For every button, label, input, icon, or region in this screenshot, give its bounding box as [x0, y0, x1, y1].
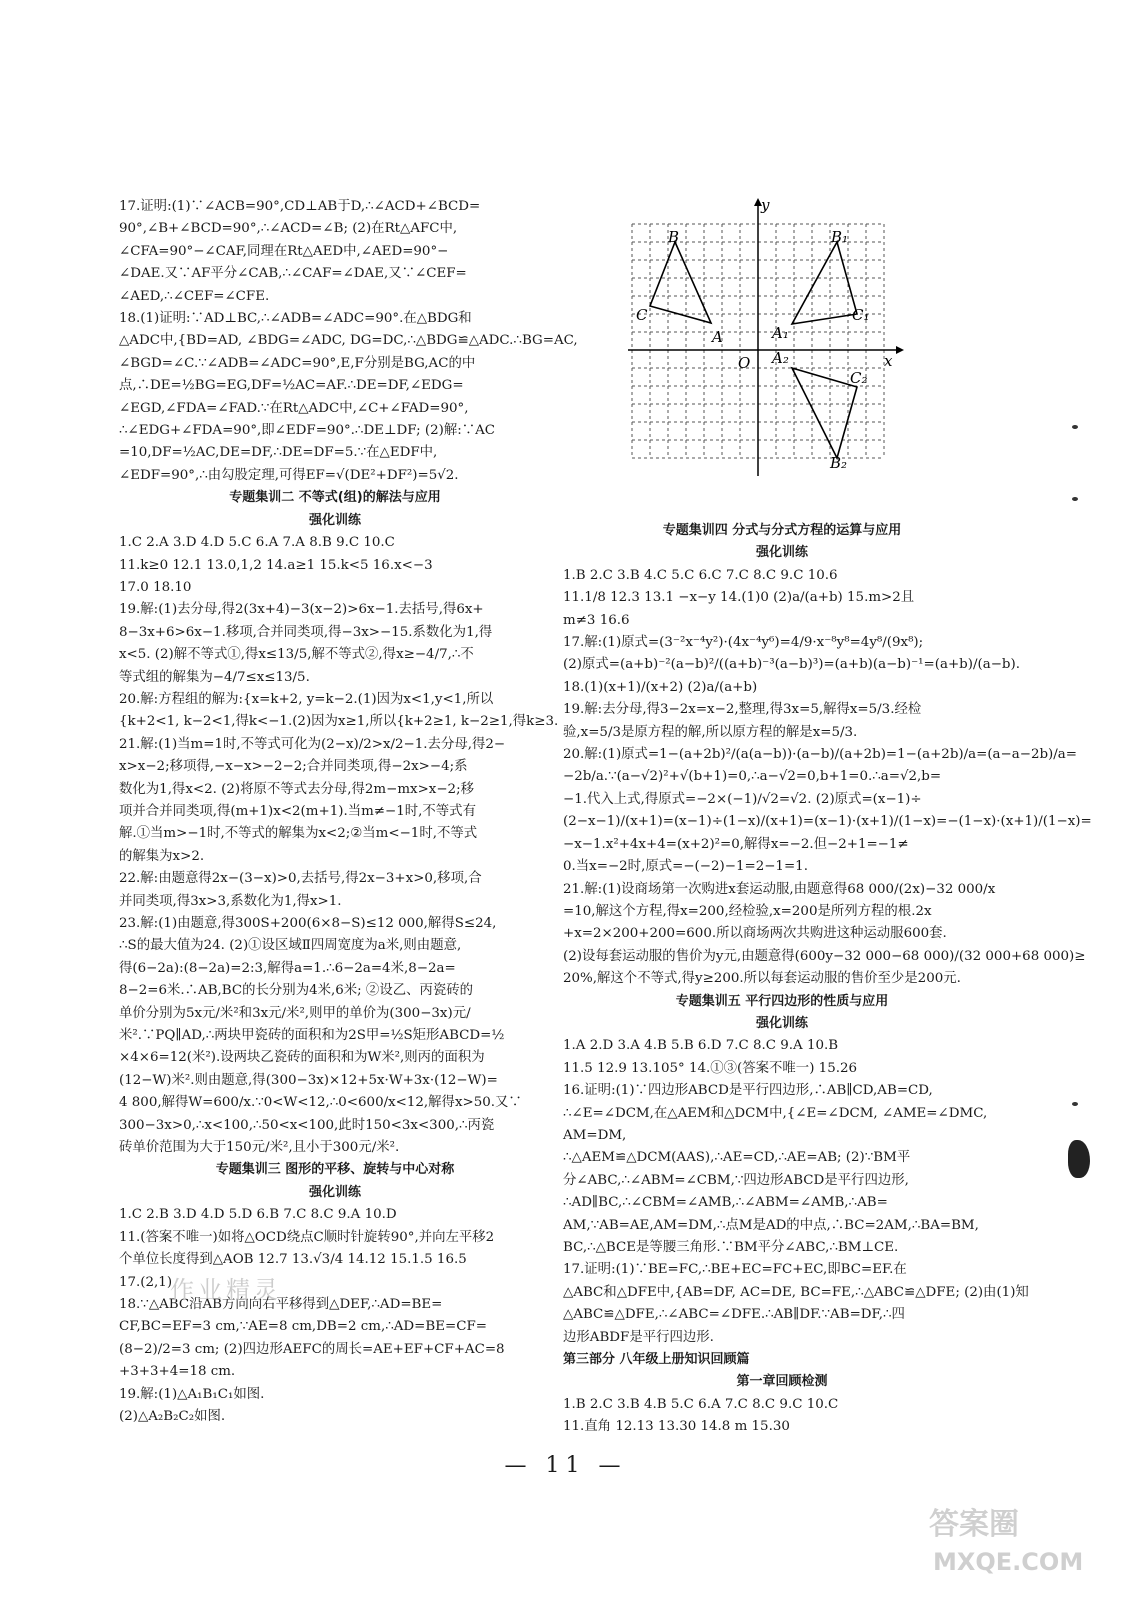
- text-line: 18.(1)证明:∵AD⊥BC,∴∠ADB=∠ADC=90°.在△BDG和: [119, 311, 472, 327]
- text-line: ∴△AEM≌△DCM(AAS),∴AE=CD,∴AE=AB; (2)∵BM平: [563, 1150, 911, 1166]
- label-b1: B₁: [831, 228, 849, 246]
- text-line: 18.(1)(x+1)/(x+2) (2)a/(a+b): [563, 679, 758, 695]
- text-line: 1.C 2.B 3.D 4.D 5.D 6.B 7.C 8.C 9.A 10.D: [119, 1207, 397, 1223]
- watermark-url: MXQE.COM: [933, 1548, 1084, 1576]
- text-line: ∴AD∥BC,∴∠CBM=∠AMB,∴∠ABM=∠AMB,∴AB=: [563, 1195, 888, 1211]
- text-line: 17.解:(1)原式=(3⁻²x⁻⁴y²)·(4x⁻⁴y⁶)=4/9·x⁻⁸y⁸=4y⁸/(9x⁸);: [563, 635, 924, 651]
- section4-answers: [563, 565, 1092, 991]
- label-a2: A₂: [772, 349, 789, 367]
- text-line: 1.B 2.C 3.B 4.B 5.C 6.A 7.C 8.C 9.C 10.C: [563, 1396, 839, 1412]
- text-line: −x−1.x²+4x+4=(x+2)²=0,解得x=−2.但−2+1=−1≠: [563, 836, 909, 852]
- text-line: =10,解这个方程,得x=200,经检验,x=200是所列方程的根.2x: [563, 903, 932, 919]
- text-line: 个单位长度得到△AOB 12.7 13.√3/4 14.12 15.1.5 16.5: [119, 1252, 467, 1268]
- right-column: [563, 520, 1092, 1439]
- text-line: 11.直角 12.13 13.30 14.8 m 15.30: [563, 1419, 790, 1435]
- x-axis-arrow: [896, 346, 904, 354]
- ink-dot: [1072, 1102, 1078, 1106]
- text-line: 11.(答案不唯一)如将△OCD绕点C顺时针旋转90°,并向左平移2: [119, 1229, 495, 1245]
- text-line: AM=DM,: [563, 1127, 627, 1143]
- label-c1: C₁: [852, 306, 870, 324]
- text-line: 等式组的解集为−4/7≤x≤13/5.: [119, 669, 310, 685]
- text-line: (2−x−1)/(x+1)=(x−1)÷(1−x)/(x+1)=(x−1)·(x+1)/(1−x)=−(1−x)·(x+1)/(1−x)=: [563, 814, 1092, 830]
- text-line: ∠CFA=90°−∠CAF,同理在Rt△AED中,∠AED=90°−: [119, 243, 449, 259]
- text-line: 18.∵△ABC沿AB方向向右平移得到△DEF,∴AD=BE=: [119, 1296, 443, 1312]
- text-line: 17.0 18.10: [119, 579, 192, 595]
- text-line: +x=2×200+200=600.所以商场两次共购进这种运动服600套.: [563, 926, 947, 942]
- text-line: △ABC和△DFE中,{AB=DF, AC=DE, BC=FE,∴△ABC≌△DFE; (2)由(1)知: [563, 1284, 1029, 1300]
- section2-title: 专题集训二 不等式(组)的解法与应用: [229, 490, 441, 506]
- label-c: C: [636, 306, 648, 324]
- text-line: 验,x=5/3是原方程的解,所以原方程的解是x=5/3.: [563, 724, 858, 740]
- text-line: 1.C 2.A 3.D 4.D 5.C 6.A 7.A 8.B 9.C 10.C: [119, 535, 395, 551]
- text-line: 20.解:(1)原式=1−(a+2b)²/(a(a−b))·(a−b)/(a+2b)=1−(a+2b)/a=(a−a−2b)/a=: [563, 747, 1077, 763]
- section5-subtitle: 强化训练: [755, 1015, 808, 1031]
- text-line: 20%,解这个不等式,得y≥200.所以每套运动服的售价至少是200元.: [563, 971, 961, 987]
- triangle-abc: [650, 242, 711, 323]
- text-line: 11.5 12.9 13.105° 14.①③(答案不唯一) 15.26: [563, 1060, 858, 1076]
- text-line: ∴∠EDG+∠FDA=90°,即∠EDF=90°.∴DE⊥DF; (2)解:∵AC: [119, 423, 496, 439]
- text-line: (2)设每套运动服的售价为y元,由题意得(600y−32 000−68 000)/(32 000+68 000)≥: [563, 948, 1086, 964]
- ink-dot: [1072, 497, 1078, 501]
- x-label: x: [884, 352, 893, 370]
- chapter1-answers: [563, 1394, 1001, 1439]
- ink-smudge: [1068, 1140, 1090, 1178]
- text-line: ∴∠E=∠DCM,在△AEM和△DCM中,{∠E=∠DCM, ∠AME=∠DMC,: [563, 1105, 988, 1121]
- text-line: 300−3x>0,∴x<100,∴50<x<100,此时150<3x<300,∴丙瓷: [119, 1117, 495, 1133]
- text-line: 1.A 2.D 3.A 4.B 5.B 6.D 7.C 8.C 9.A 10.B: [563, 1038, 839, 1054]
- text-line: +3+3+4=18 cm.: [119, 1364, 236, 1380]
- text-line: 并同类项,得3x>3,系数化为1,得x>1.: [119, 893, 342, 909]
- text-line: ∠EDF=90°,∴由勾股定理,可得EF=√(DE²+DF²)=5√2.: [119, 467, 459, 483]
- text-line: AM,∵AB=AE,AM=DM,∴点M是AD的中点,∴BC=2AM,∴BA=BM,: [563, 1217, 979, 1233]
- text-line: BC,∴△BCE是等腰三角形.∵BM平分∠ABC,∴BM⊥CE.: [563, 1240, 899, 1255]
- text-line: 17.(2,1): [119, 1274, 173, 1290]
- text-line: {k+2<1, k−2<1,得k<−1.(2)因为x≥1,所以{k+2≥1, k−2≥1,得k≥3.: [119, 714, 559, 730]
- label-a1: A₁: [772, 324, 789, 342]
- label-b: B: [668, 228, 680, 246]
- label-a: A: [712, 328, 723, 346]
- site-watermark: [919, 1500, 1099, 1580]
- text-line: 0.当x=−2时,原式=−(−2)−1=2−1=1.: [563, 859, 808, 875]
- text-line: 19.解:(1)去分母,得2(3x+4)−3(x−2)>6x−1.去括号,得6x+: [119, 602, 484, 618]
- watermark-logo-text: 答案圈: [929, 1507, 1019, 1542]
- text-line: 19.解:去分母,得3−2x=x−2,整理,得3x=5,解得x=5/3.经检: [563, 702, 922, 718]
- text-line: 22.解:由题意得2x−(3−x)>0,去括号,得2x−3+x>0,移项,合: [119, 871, 482, 887]
- text-line: 的解集为x>2.: [119, 848, 205, 864]
- coordinate-figure: [628, 196, 918, 481]
- y-label: y: [761, 196, 770, 214]
- label-c2: C₂: [850, 369, 868, 387]
- text-line: 1.B 2.C 3.B 4.C 5.C 6.C 7.C 8.C 9.C 10.6: [563, 567, 838, 583]
- text-line: 20.解:方程组的解为:{x=k+2, y=k−2.(1)因为x<1,y<1,所以: [119, 691, 494, 707]
- ink-dot: [1072, 425, 1078, 429]
- faint-watermark: 作业精灵: [170, 1276, 282, 1304]
- section3-title: 专题集训三 图形的平移、旋转与中心对称: [215, 1162, 455, 1178]
- text-line: 8−2=6米.∴AB,BC的长分别为4米,6米; ②设乙、丙瓷砖的: [119, 983, 474, 999]
- section2-subtitle: 强化训练: [308, 512, 361, 528]
- text-line: ×4×6=12(米²).设两块乙瓷砖的面积和为W米²,则丙的面积为: [119, 1050, 485, 1066]
- text-line: 21.解:(1)当m=1时,不等式可化为(2−x)/2>x/2−1.去分母,得2−: [119, 736, 506, 752]
- text-line: ∠AED,∴∠CEF=∠CFE.: [119, 288, 270, 304]
- text-line: =10,DF=½AC,DE=DF,∴DE=DF=5.∵在△EDF中,: [119, 445, 438, 461]
- text-line: 19.解:(1)△A₁B₁C₁如图.: [119, 1386, 265, 1402]
- text-line: x>x−2;移项得,−x−x>−2−2;合并同类项,得−2x>−4;系: [119, 759, 468, 775]
- text-line: CF,BC=EF=3 cm,∵AE=8 cm,DB=2 cm,∴AD=BE=CF=: [119, 1319, 487, 1335]
- text-line: m≠3 16.6: [563, 612, 630, 628]
- text-line: 17.证明:(1)∵BE=FC,∴BE+EC=FC+EC,即BC=EF.在: [563, 1262, 907, 1278]
- text-line: △ABC≌△DFE,∴∠ABC=∠DFE.∴AB∥DF.∵AB=DF,∴四: [563, 1307, 905, 1323]
- text-line: 边形ABDF是平行四边形.: [563, 1329, 714, 1345]
- page-number: — 11 —: [504, 1453, 627, 1478]
- text-line: 17.证明:(1)∵∠ACB=90°,CD⊥AB于D,∴∠ACD+∠BCD=: [119, 199, 481, 214]
- left-text-block: [119, 196, 578, 487]
- section4-title: 专题集训四 分式与分式方程的运算与应用: [662, 523, 902, 538]
- text-line: 解.①当m>−1时,不等式的解集为x<2;②当m<−1时,不等式: [119, 826, 478, 842]
- text-line: 分∠ABC,∴∠ABM=∠CBM,∵四边形ABCD是平行四边形,: [563, 1172, 909, 1188]
- part3-title: 第三部分 八年级上册知识回顾篇: [563, 1352, 750, 1368]
- text-line: 数化为1,得x<2. (2)将原不等式去分母,得2m−mx>x−2;移: [119, 781, 474, 797]
- section3-subtitle: 强化训练: [308, 1184, 361, 1200]
- text-line: x<5. (2)解不等式①,得x≤13/5,解不等式②,得x≥−4/7,∴不: [119, 647, 474, 663]
- text-line: −2b/a.∵(a−√2)²+√(b+1)=0,∴a−√2=0,b+1=0.∴a=√2,b=: [563, 769, 942, 785]
- text-line: (2)△A₂B₂C₂如图.: [119, 1408, 226, 1424]
- text-line: 得(6−2a):(8−2a)=2:3,解得a=1.∴6−2a=4米,8−2a=: [119, 960, 456, 976]
- text-line: 16.证明:(1)∵四边形ABCD是平行四边形,∴AB∥CD,AB=CD,: [563, 1083, 933, 1099]
- text-line: (2)原式=(a+b)⁻²(a−b)²/((a+b)⁻³(a−b)³)=(a+b)(a−b)⁻¹=(a+b)/(a−b).: [563, 657, 1020, 673]
- label-b2: B₂: [830, 454, 848, 472]
- text-line: 11.k≥0 12.1 13.0,1,2 14.a≥1 15.k<5 16.x<−3: [119, 557, 433, 573]
- text-line: ∴S的最大值为24. (2)①设区域Ⅱ四周宽度为a米,则由题意,: [119, 938, 462, 954]
- text-line: 点,∴DE=½BG=EG,DF=½AC=AF.∴DE=DF,∠EDG=: [119, 378, 464, 394]
- text-line: (12−W)米².则由题意,得(300−3x)×12+5x·W+3x·(12−W)=: [119, 1072, 498, 1088]
- text-line: 8−3x+6>6x−1.移项,合并同类项,得−3x>−15.系数化为1,得: [119, 624, 493, 640]
- text-line: ∠DAE.又∵AF平分∠CAB,∴∠CAF=∠DAE,又∵∠CEF=: [119, 266, 467, 282]
- triangle-a1b1c1: [792, 242, 857, 324]
- left-column: [119, 196, 578, 1428]
- text-line: 90°,∠B+∠BCD=90°,∴∠ACD=∠B; (2)在Rt△AFC中,: [119, 221, 458, 237]
- origin-label: O: [738, 354, 751, 372]
- chapter1-title: 第一章回顾检测: [736, 1374, 828, 1390]
- text-line: 项并合并同类项,得(m+1)x<2(m+1).当m≠−1时,不等式有: [119, 803, 476, 819]
- text-line: 单价分别为5x元/米²和3x元/米²,则甲的单价为(300−3x)元/: [119, 1005, 471, 1021]
- section5-title: 专题集训五 平行四边形的性质与应用: [675, 993, 889, 1009]
- section2-answers: [119, 532, 559, 1159]
- section4-subtitle: 强化训练: [755, 545, 808, 561]
- section5-answers: [563, 1035, 1029, 1349]
- text-line: 21.解:(1)设商场第一次购进x套运动服,由题意得68 000/(2x)−32 000/x: [563, 881, 996, 897]
- text-line: ∠EGD,∠FDA=∠FAD.∵在Rt△ADC中,∠C+∠FAD=90°,: [119, 400, 469, 416]
- text-line: ∠BGD=∠C.∵∠ADB=∠ADC=90°,E,F分别是BG,AC的中: [119, 355, 476, 371]
- text-line: (8−2)/2=3 cm; (2)四边形AEFC的周长=AE+EF+CF+AC=8: [119, 1341, 505, 1357]
- text-line: 23.解:(1)由题意,得300S+200(6×8−S)≤12 000,解得S≤24,: [119, 916, 497, 931]
- text-line: 4 800,解得W=600/x.∵0<W<12,∴0<600/x<12,解得x>50.又∵: [119, 1095, 522, 1111]
- text-line: −1.代入上式,得原式=−2×(−1)/√2=√2. (2)原式=(x−1)÷: [563, 791, 922, 807]
- text-line: △ADC中,{BD=AD, ∠BDG=∠ADC, DG=DC,∴△BDG≌△ADC.∴BG=AC,: [119, 333, 578, 349]
- text-line: 砖单价范围为大于150元/米²,且小于300元/米².: [119, 1140, 400, 1156]
- text-line: 米².∵PQ∥AD,∴两块甲瓷砖的面积和为2S甲=½S矩形ABCD=½: [119, 1028, 505, 1044]
- text-line: 11.1/8 12.3 13.1 −x−y 14.(1)0 (2)a/(a+b) 15.m>2且: [563, 590, 915, 606]
- triangle-a2b2c2: [792, 368, 857, 458]
- section3-answers: [119, 1204, 551, 1428]
